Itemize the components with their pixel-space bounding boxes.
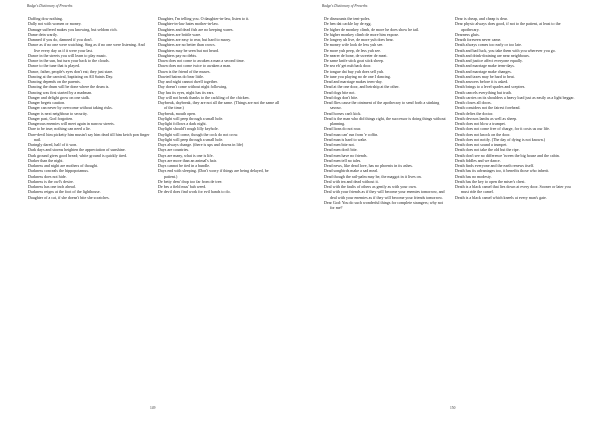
proverb-entry: De tongue dat buy yuh does sell yuh. bbox=[324, 68, 385, 74]
proverb-entry: Dearness gluts. bbox=[455, 31, 480, 37]
proverb-entry: Daffing dow nothing. bbox=[28, 16, 63, 21]
proverb-entry: Darkness reigns at the foot of the lighthouse. bbox=[28, 189, 101, 195]
proverb-entry: Darkness does not hide. bbox=[28, 173, 67, 179]
proverb-entry: Dead flies cause the ointment of the apothecary to send forth a stinking savour. bbox=[324, 100, 440, 111]
proverb-entry: De nearer de bone, de sweeter de meat. bbox=[324, 52, 388, 58]
proverb-entry: De hen dat cackle lay de egg. bbox=[324, 21, 372, 27]
proverb-entry: Daughters are easy to rear, but hard to marry. bbox=[158, 37, 232, 42]
proverb-entry: Darkness is the owl's desire. bbox=[28, 178, 74, 184]
proverb-entry: Dead horses can't kick. bbox=[324, 110, 362, 116]
proverb-entry: Dally not with women or money. bbox=[28, 21, 82, 27]
proverb-entry: De longery uh live, de more yuh does hear. bbox=[324, 37, 394, 42]
proverb-entry: Dear physic always does good, if not to the patient, at least to the apothecary. bbox=[455, 21, 561, 32]
proverb-entry: Dancing at the carnival, baptizing on All Saints Day. bbox=[28, 73, 114, 79]
proverb-entry: Days are more than an animal's hair. bbox=[158, 157, 217, 163]
proverb-entry: Damned if you do, damned if you don't. bbox=[28, 37, 93, 42]
proverb-entry: Death devours lambs as well as sheep. bbox=[455, 115, 518, 121]
proverb-entry: Darker than the night. bbox=[28, 157, 64, 163]
proverb-entry: Death and drink-draining are near neighbours. bbox=[455, 52, 530, 58]
running-head: Badge's Dictionary of Proverbs bbox=[27, 4, 73, 8]
proverb-entry: Dawn does not come twice to awaken a man. bbox=[158, 63, 232, 69]
proverb-entry: De more yuh peep, de less yuh see. bbox=[324, 47, 381, 53]
proverb-entry: Death answers before it is asked. bbox=[455, 79, 509, 84]
proverb-entry: Days are countries. bbox=[158, 147, 190, 153]
left-column-1 bbox=[28, 16, 150, 200]
proverb-entry: Dead lions do not roar. bbox=[324, 126, 361, 132]
proverb-entry: Deal with the faults of others as gently as with your own. bbox=[324, 184, 417, 189]
proverb-entry: Daylight will peep through a small hole. bbox=[158, 115, 224, 121]
proverb-entry: Day will not break thanks to the cackling of the chicken. bbox=[158, 94, 250, 100]
proverb-entry: Death carries on its shoulders a heavy load just as easily as a light beggar. bbox=[455, 94, 575, 100]
proverb-entry: Dear God: You do such wonderful things for complete strangers; why not for me? bbox=[324, 199, 443, 210]
proverb-entry: Dead men don't bite. bbox=[324, 147, 358, 153]
proverb-entry: De higher de monkey climb, de more he does show he tail. bbox=[324, 26, 420, 32]
proverb-entry: De money wife look de less yuh see. bbox=[324, 42, 384, 48]
proverb-entry: Death don't see no difference 'tween the big house and the cabin. bbox=[455, 152, 560, 158]
page-number: 149 bbox=[150, 406, 156, 410]
proverb-entry: Dead and marriage makes term-day. bbox=[324, 79, 383, 84]
proverb-entry: Dear is cheap, and cheap is dear. bbox=[455, 16, 508, 21]
proverb-entry: Dance in the sun, but turn your back to the clouds. bbox=[28, 58, 110, 63]
proverb-entry: Death does not come free of charge, for it costs us our life. bbox=[455, 126, 550, 132]
proverb-entry: Danger can never by overcome without taking risks. bbox=[28, 105, 113, 111]
proverb-entry: Dead news, like dead love, has no phoenix in its ashes. bbox=[324, 163, 413, 168]
proverb-entry: Danger past, God forgotten. bbox=[28, 115, 74, 121]
proverb-entry: Dance in the streets you will learn to play music. bbox=[28, 52, 108, 58]
proverb-entry: Days are many, what is one is life. bbox=[158, 152, 214, 158]
proverb-entry: Death defies the doctor. bbox=[455, 110, 494, 116]
proverb-entry: Daughters and dead fish are no keeping wares. bbox=[158, 26, 234, 32]
proverb-entry: De same knife stick goat stick sheep. bbox=[324, 58, 384, 63]
proverb-entry: Daybreak, daybreak, they are not all the same. (Things are not the same all of the time.) bbox=[158, 100, 280, 111]
proverb-entry: De devil does find work for evil hands to do. bbox=[158, 189, 231, 195]
proverb-entry: Days cannot be tied in a bundle. bbox=[158, 163, 211, 168]
proverb-entry: Day has its eyes, night has its ears. bbox=[158, 89, 215, 95]
proverb-entry: Dead is the man who did things right, the successor is doing things without planning. bbox=[324, 115, 446, 126]
proverb-entry: Days always change. (there is ups and downs in life) bbox=[158, 142, 244, 147]
proverb-entry: Dead men tell no tales. bbox=[324, 157, 362, 163]
right-column-1 bbox=[324, 16, 446, 210]
right-page bbox=[300, 0, 600, 424]
proverb-entry: Death closes all doors. bbox=[455, 100, 492, 105]
proverb-entry: Dancing the drum will be done where the drum is. bbox=[28, 84, 110, 90]
proverb-entry: Dead man is hard to wake. bbox=[324, 136, 368, 142]
proverb-entry: De bes a field mus' bah weed. bbox=[158, 184, 207, 189]
proverb-entry: Dare-devil him picketty him mustn't say him dead till him ketch pon finger nail. bbox=[28, 131, 150, 142]
proverb-entry: Darkness has one inch ahead. bbox=[28, 184, 76, 189]
proverb-entry: De betty dem' drop too far from de tree. bbox=[158, 178, 223, 184]
proverb-entry: Death does not sound a trumpet. bbox=[455, 142, 508, 147]
proverb-entry: Daylight will come, though the cock do not crow. bbox=[158, 131, 239, 137]
proverb-entry: Dawn is the friend of the muses. bbox=[158, 68, 211, 74]
proverb-entry: Daughter of a cat, if she doesn't bite she scratches. bbox=[28, 194, 110, 200]
proverb-entry: Dancing depends on the parents. bbox=[28, 79, 81, 84]
proverb-entry: Death does not knock on the door. bbox=[455, 131, 511, 137]
proverb-entry: De tune you playing no de one I dancing. bbox=[324, 73, 391, 79]
proverb-entry: Dark ground gives good bread; white ground is quickly tired. bbox=[28, 152, 128, 158]
proverb-entry: De higher monkey climb de more him expose. bbox=[324, 31, 400, 37]
proverb-entry: Dearth foreseen never came. bbox=[455, 37, 502, 42]
proverb-entry: Dead songbirds make a sad meal. bbox=[324, 168, 379, 174]
proverb-entry: Damage suffered makes you knowing, but seldom rich. bbox=[28, 26, 118, 32]
proverb-entry: Dead dogs don't bite. bbox=[324, 94, 359, 100]
proverb-entry: Deal with your friends as if they will become your enemies tomorrow, and deal with your enemies as if they will become your friends tomorrow. bbox=[324, 189, 445, 200]
proverb-entry: Daughter, I'm telling you. O daughter-in-law, listen to it. bbox=[158, 16, 250, 21]
proverb-entry: Darkness and night are mothers of thought. bbox=[28, 163, 99, 168]
proverb-entry: Daughter-in-law hates mother-in-law. bbox=[158, 21, 219, 27]
proverb-entry: Deal with tea and dead without it. bbox=[324, 178, 379, 184]
proverb-entry: Dance, father, people's eyes don't eat; they just stare. bbox=[28, 68, 114, 74]
proverb-entry: Dangerous enemies will meet again in narrow streets. bbox=[28, 121, 115, 126]
proverb-entry: Danger and delight grow on one stalk. bbox=[28, 94, 90, 100]
proverb-entry: Days end with sleeping. (Don't worry if things are being delayed, be patient.) bbox=[158, 168, 269, 179]
proverb-entry: Dance to the tune that is played. bbox=[28, 63, 81, 69]
proverb-entry: De sea eh' get nuh back door. bbox=[324, 63, 372, 69]
proverb-entry: Daylight should't rough lilly keyhole. bbox=[158, 126, 219, 132]
proverb-entry: Dark days and storms heighten the appreciation of sunshine. bbox=[28, 147, 126, 153]
proverb-entry: Dead though the rail-palm may be, the maggot in it lives on. bbox=[324, 173, 422, 179]
proverb-entry: Death fiddles and we dance. bbox=[455, 157, 501, 163]
proverb-entry: Death considers not the fairest forehead. bbox=[455, 105, 521, 111]
proverb-entry: Daughters are brittle ware. bbox=[158, 31, 202, 37]
proverb-entry: Death and bad luck, you take them with you wherever you go. bbox=[455, 47, 556, 53]
proverb-entry: Daylight will peep through a small hole. bbox=[158, 136, 224, 142]
proverb-entry: Death does not notify. (The day of dying is not known.) bbox=[455, 136, 546, 142]
proverb-entry: Dawn does not come to awaken a man a second time. bbox=[158, 58, 245, 63]
page-number: 150 bbox=[450, 406, 456, 410]
proverb-entry: Daughters pay no debts. bbox=[158, 52, 198, 58]
proverb-entry: Death and justice affect everyone equally. bbox=[455, 58, 523, 63]
proverb-entry: Death always comes too early or too late. bbox=[455, 42, 522, 48]
proverb-entry: Death has no modesty. bbox=[455, 173, 492, 179]
proverb-entry: Dancing was first started by a madman. bbox=[28, 89, 93, 95]
proverb-entry: Danger begets caution. bbox=[28, 100, 66, 105]
proverb-entry: Death is a black camel that lies down at every door. Sooner or later you must ride the camel. bbox=[455, 184, 571, 195]
proverb-entry: Death does not blow a trumpet. bbox=[455, 121, 506, 126]
proverb-entry: Death and marriage make changes. bbox=[455, 68, 512, 74]
proverb-entry: Darkness conceals the hippopotamus. bbox=[28, 168, 89, 174]
proverb-entry: Death cancels everything but truth. bbox=[455, 89, 512, 95]
proverb-entry: Death does not take the old but the ripe. bbox=[455, 147, 520, 153]
proverb-entry: Dame dein warily. bbox=[28, 31, 58, 37]
proverb-entry: Death has its advantages too, it benefits those who inherit. bbox=[455, 168, 550, 174]
proverb-entry: Dawted bairns do bear little. bbox=[158, 73, 204, 79]
right-column-2 bbox=[455, 16, 577, 200]
left-column-2 bbox=[158, 16, 280, 195]
proverb-entry: Dead dogs bite not. bbox=[324, 89, 356, 95]
proverb-entry: Daybreak, mouth open. bbox=[158, 110, 196, 116]
proverb-entry: Death and taxes may be hard to beat. bbox=[455, 73, 515, 79]
proverb-entry: Dead men bite not. bbox=[324, 142, 355, 147]
proverb-entry: Death and marriage make term-days. bbox=[455, 63, 515, 69]
proverb-entry: Death finds everyone and the earth renews itself. bbox=[455, 163, 535, 168]
proverb-entry: Daylight follows a dark night. bbox=[158, 121, 207, 126]
proverb-entry: Death is a black camel which kneels at every man's gate. bbox=[455, 194, 547, 200]
proverb-entry: De dismounts the tent-poles. bbox=[324, 16, 371, 21]
proverb-entry: Death has the key to open the miser's chest. bbox=[455, 178, 526, 184]
running-head: Badge's Dictionary of Proverbs bbox=[322, 4, 368, 8]
proverb-entry: Dare to be true; nothing can need a lie. bbox=[28, 126, 91, 132]
proverb-entry: Day doesn't come without night following. bbox=[158, 84, 228, 90]
proverb-entry: Daughters may be seen but not heard. bbox=[158, 47, 220, 53]
proverb-entry: Day and night cannot dwell together. bbox=[158, 79, 218, 84]
proverb-entry: Daughters are no better than crows. bbox=[158, 42, 216, 48]
proverb-entry: Danger is next neighbour to security. bbox=[28, 110, 88, 116]
proverb-entry: Dead at the one door, and heirship at the other. bbox=[324, 84, 400, 90]
proverb-entry: Daringly dared, half of it won. bbox=[28, 142, 78, 147]
proverb-entry: Dead man can' run from 'e coffin. bbox=[324, 131, 379, 137]
proverb-entry: Dance as if no one were watching. Sing as if no one were listening. And live every day as if it were your last. bbox=[28, 42, 145, 53]
proverb-entry: Dead men have no friends. bbox=[324, 152, 368, 158]
proverb-entry: Death brings to a level spades and sceptres. bbox=[455, 84, 526, 90]
